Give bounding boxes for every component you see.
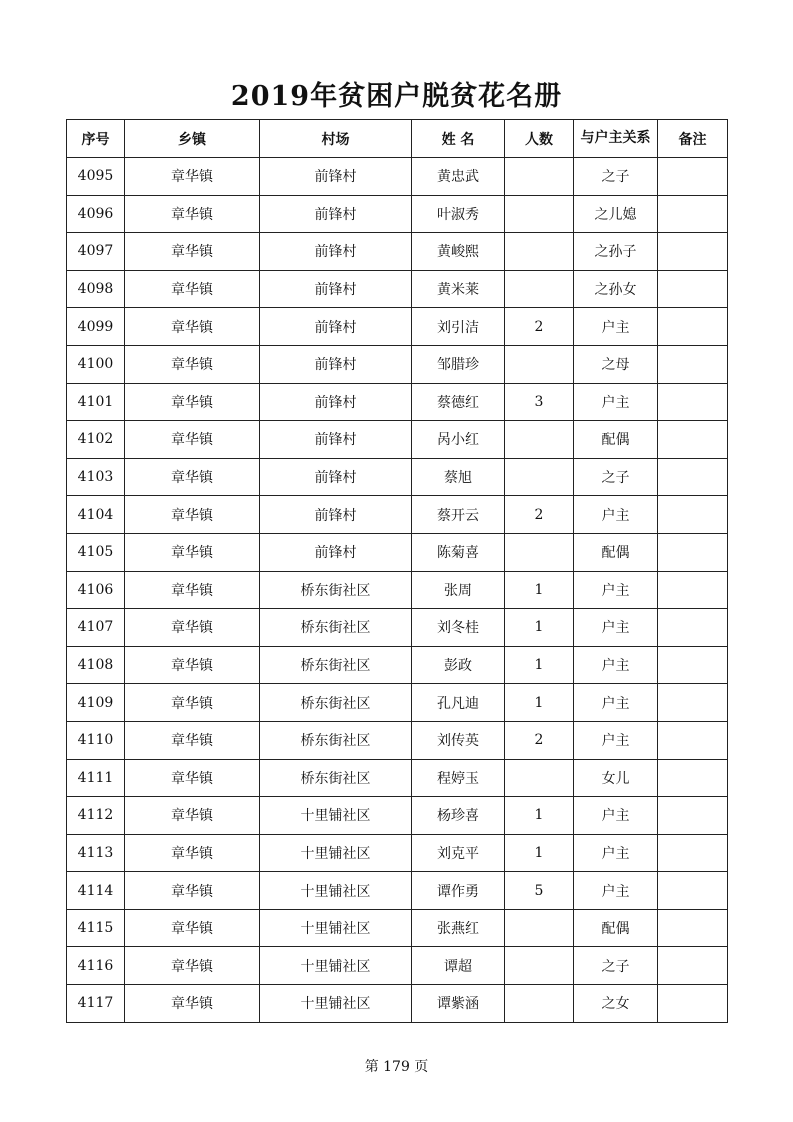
- cell-name: 刘传英: [412, 721, 505, 759]
- table-row: [67, 721, 728, 759]
- cell-seq: 4095: [67, 158, 125, 196]
- cell-town: 章华镇: [125, 872, 260, 910]
- cell-town: 章华镇: [125, 308, 260, 346]
- cell-count: [505, 270, 574, 308]
- cell-town: 章华镇: [125, 158, 260, 196]
- table-row: [67, 759, 728, 797]
- cell-village: 桥东街社区: [260, 609, 412, 647]
- cell-count: [505, 458, 574, 496]
- cell-town: 章华镇: [125, 345, 260, 383]
- cell-name: 谭超: [412, 947, 505, 985]
- cell-village: 前锋村: [260, 308, 412, 346]
- cell-village: 前锋村: [260, 233, 412, 271]
- cell-village: 前锋村: [260, 496, 412, 534]
- cell-count: [505, 947, 574, 985]
- cell-village: 十里铺社区: [260, 872, 412, 910]
- cell-count: 3: [505, 383, 574, 421]
- cell-name: 陈菊喜: [412, 533, 505, 571]
- table-row: [67, 270, 728, 308]
- table-row: [67, 646, 728, 684]
- cell-village: 前锋村: [260, 383, 412, 421]
- cell-seq: 4096: [67, 195, 125, 233]
- table-row: [67, 797, 728, 835]
- cell-relation: 户主: [574, 496, 658, 534]
- cell-remark: [658, 985, 728, 1023]
- cell-remark: [658, 308, 728, 346]
- cell-name: 刘冬桂: [412, 609, 505, 647]
- cell-seq: 4099: [67, 308, 125, 346]
- cell-name: 张周: [412, 571, 505, 609]
- cell-relation: 之子: [574, 458, 658, 496]
- cell-relation: 配偶: [574, 421, 658, 459]
- cell-town: 章华镇: [125, 759, 260, 797]
- cell-seq: 4103: [67, 458, 125, 496]
- cell-seq: 4105: [67, 533, 125, 571]
- cell-relation: 户主: [574, 721, 658, 759]
- table-row: [67, 985, 728, 1023]
- table-row: [67, 684, 728, 722]
- cell-relation: 户主: [574, 383, 658, 421]
- cell-town: 章华镇: [125, 985, 260, 1023]
- cell-relation: 配偶: [574, 909, 658, 947]
- cell-count: 2: [505, 721, 574, 759]
- header-town: 乡镇: [125, 120, 260, 158]
- cell-village: 前锋村: [260, 421, 412, 459]
- cell-town: 章华镇: [125, 571, 260, 609]
- cell-name: 杨珍喜: [412, 797, 505, 835]
- cell-relation: 户主: [574, 872, 658, 910]
- cell-name: 孔凡迪: [412, 684, 505, 722]
- cell-remark: [658, 383, 728, 421]
- cell-name: 黄米莱: [412, 270, 505, 308]
- cell-town: 章华镇: [125, 797, 260, 835]
- cell-count: 1: [505, 834, 574, 872]
- cell-remark: [658, 797, 728, 835]
- cell-village: 前锋村: [260, 458, 412, 496]
- cell-remark: [658, 158, 728, 196]
- cell-seq: 4117: [67, 985, 125, 1023]
- cell-count: 2: [505, 496, 574, 534]
- cell-remark: [658, 909, 728, 947]
- cell-town: 章华镇: [125, 834, 260, 872]
- cell-seq: 4104: [67, 496, 125, 534]
- cell-seq: 4109: [67, 684, 125, 722]
- cell-count: 1: [505, 684, 574, 722]
- cell-name: 蔡开云: [412, 496, 505, 534]
- roster-table: [66, 119, 728, 1023]
- cell-relation: 户主: [574, 571, 658, 609]
- table-row: [67, 834, 728, 872]
- cell-town: 章华镇: [125, 421, 260, 459]
- table-row: [67, 345, 728, 383]
- cell-seq: 4101: [67, 383, 125, 421]
- header-remark: 备注: [658, 120, 728, 158]
- cell-remark: [658, 458, 728, 496]
- cell-seq: 4116: [67, 947, 125, 985]
- table-row: [67, 233, 728, 271]
- cell-seq: 4107: [67, 609, 125, 647]
- table-row: [67, 609, 728, 647]
- cell-count: [505, 233, 574, 271]
- cell-town: 章华镇: [125, 233, 260, 271]
- cell-remark: [658, 270, 728, 308]
- cell-seq: 4098: [67, 270, 125, 308]
- cell-village: 前锋村: [260, 270, 412, 308]
- table-row: [67, 909, 728, 947]
- cell-relation: 之儿媳: [574, 195, 658, 233]
- cell-remark: [658, 233, 728, 271]
- cell-remark: [658, 684, 728, 722]
- cell-name: 蔡旭: [412, 458, 505, 496]
- cell-name: 叶淑秀: [412, 195, 505, 233]
- cell-name: 黄峻熙: [412, 233, 505, 271]
- cell-seq: 4110: [67, 721, 125, 759]
- cell-count: [505, 158, 574, 196]
- cell-count: 1: [505, 571, 574, 609]
- cell-village: 十里铺社区: [260, 985, 412, 1023]
- cell-remark: [658, 872, 728, 910]
- cell-count: [505, 421, 574, 459]
- cell-town: 章华镇: [125, 721, 260, 759]
- header-row: [67, 120, 728, 158]
- cell-remark: [658, 834, 728, 872]
- cell-village: 桥东街社区: [260, 721, 412, 759]
- cell-relation: 户主: [574, 609, 658, 647]
- cell-village: 前锋村: [260, 533, 412, 571]
- cell-name: 程婷玉: [412, 759, 505, 797]
- cell-remark: [658, 721, 728, 759]
- page-number: 第 179 页: [364, 1059, 429, 1075]
- table-row: [67, 383, 728, 421]
- cell-relation: 女儿: [574, 759, 658, 797]
- cell-seq: 4106: [67, 571, 125, 609]
- cell-village: 十里铺社区: [260, 947, 412, 985]
- cell-count: 2: [505, 308, 574, 346]
- table-row: [67, 421, 728, 459]
- cell-count: [505, 909, 574, 947]
- cell-town: 章华镇: [125, 533, 260, 571]
- cell-count: [505, 985, 574, 1023]
- cell-village: 前锋村: [260, 345, 412, 383]
- cell-seq: 4097: [67, 233, 125, 271]
- cell-town: 章华镇: [125, 195, 260, 233]
- table-row: [67, 158, 728, 196]
- cell-town: 章华镇: [125, 646, 260, 684]
- cell-village: 桥东街社区: [260, 684, 412, 722]
- cell-village: 桥东街社区: [260, 646, 412, 684]
- cell-remark: [658, 345, 728, 383]
- cell-remark: [658, 609, 728, 647]
- cell-town: 章华镇: [125, 383, 260, 421]
- header-relation: 与户主关系: [574, 120, 658, 158]
- table-row: [67, 947, 728, 985]
- cell-name: 蔡德红: [412, 383, 505, 421]
- cell-town: 章华镇: [125, 684, 260, 722]
- header-count: 人数: [505, 120, 574, 158]
- cell-remark: [658, 947, 728, 985]
- cell-town: 章华镇: [125, 909, 260, 947]
- table-row: [67, 458, 728, 496]
- cell-town: 章华镇: [125, 496, 260, 534]
- cell-remark: [658, 759, 728, 797]
- cell-seq: 4112: [67, 797, 125, 835]
- cell-count: [505, 345, 574, 383]
- cell-town: 章华镇: [125, 458, 260, 496]
- cell-count: 5: [505, 872, 574, 910]
- cell-town: 章华镇: [125, 270, 260, 308]
- cell-remark: [658, 496, 728, 534]
- table-row: [67, 571, 728, 609]
- roster-body: [67, 158, 728, 1023]
- cell-village: 前锋村: [260, 195, 412, 233]
- cell-relation: 之女: [574, 985, 658, 1023]
- cell-remark: [658, 533, 728, 571]
- cell-count: 1: [505, 797, 574, 835]
- table-row: [67, 195, 728, 233]
- cell-village: 桥东街社区: [260, 571, 412, 609]
- cell-count: [505, 195, 574, 233]
- cell-name: 张燕红: [412, 909, 505, 947]
- cell-remark: [658, 571, 728, 609]
- cell-seq: 4111: [67, 759, 125, 797]
- table-row: [67, 308, 728, 346]
- cell-name: 黄忠武: [412, 158, 505, 196]
- cell-relation: 配偶: [574, 533, 658, 571]
- cell-name: 呙小红: [412, 421, 505, 459]
- cell-relation: 之母: [574, 345, 658, 383]
- header-name: 姓 名: [412, 120, 505, 158]
- cell-town: 章华镇: [125, 947, 260, 985]
- cell-count: [505, 533, 574, 571]
- cell-village: 桥东街社区: [260, 759, 412, 797]
- cell-count: 1: [505, 609, 574, 647]
- cell-town: 章华镇: [125, 609, 260, 647]
- cell-relation: 户主: [574, 646, 658, 684]
- cell-seq: 4108: [67, 646, 125, 684]
- table-row: [67, 872, 728, 910]
- cell-seq: 4114: [67, 872, 125, 910]
- cell-village: 十里铺社区: [260, 834, 412, 872]
- cell-village: 十里铺社区: [260, 909, 412, 947]
- page-title: 2019年贫困户脱贫花名册: [230, 81, 563, 112]
- header-seq: 序号: [67, 120, 125, 158]
- cell-relation: 之子: [574, 947, 658, 985]
- cell-name: 刘克平: [412, 834, 505, 872]
- cell-count: 1: [505, 646, 574, 684]
- header-village: 村场: [260, 120, 412, 158]
- cell-count: [505, 759, 574, 797]
- cell-relation: 之子: [574, 158, 658, 196]
- cell-remark: [658, 646, 728, 684]
- cell-relation: 户主: [574, 308, 658, 346]
- cell-remark: [658, 421, 728, 459]
- table-row: [67, 533, 728, 571]
- cell-name: 谭紫涵: [412, 985, 505, 1023]
- cell-seq: 4100: [67, 345, 125, 383]
- cell-name: 刘引洁: [412, 308, 505, 346]
- cell-relation: 户主: [574, 797, 658, 835]
- cell-relation: 之孙女: [574, 270, 658, 308]
- cell-name: 邹腊珍: [412, 345, 505, 383]
- cell-name: 谭作勇: [412, 872, 505, 910]
- table-row: [67, 496, 728, 534]
- cell-village: 十里铺社区: [260, 797, 412, 835]
- cell-seq: 4115: [67, 909, 125, 947]
- cell-name: 彭政: [412, 646, 505, 684]
- cell-seq: 4102: [67, 421, 125, 459]
- cell-relation: 户主: [574, 834, 658, 872]
- cell-village: 前锋村: [260, 158, 412, 196]
- cell-remark: [658, 195, 728, 233]
- cell-seq: 4113: [67, 834, 125, 872]
- cell-relation: 户主: [574, 684, 658, 722]
- cell-relation: 之孙子: [574, 233, 658, 271]
